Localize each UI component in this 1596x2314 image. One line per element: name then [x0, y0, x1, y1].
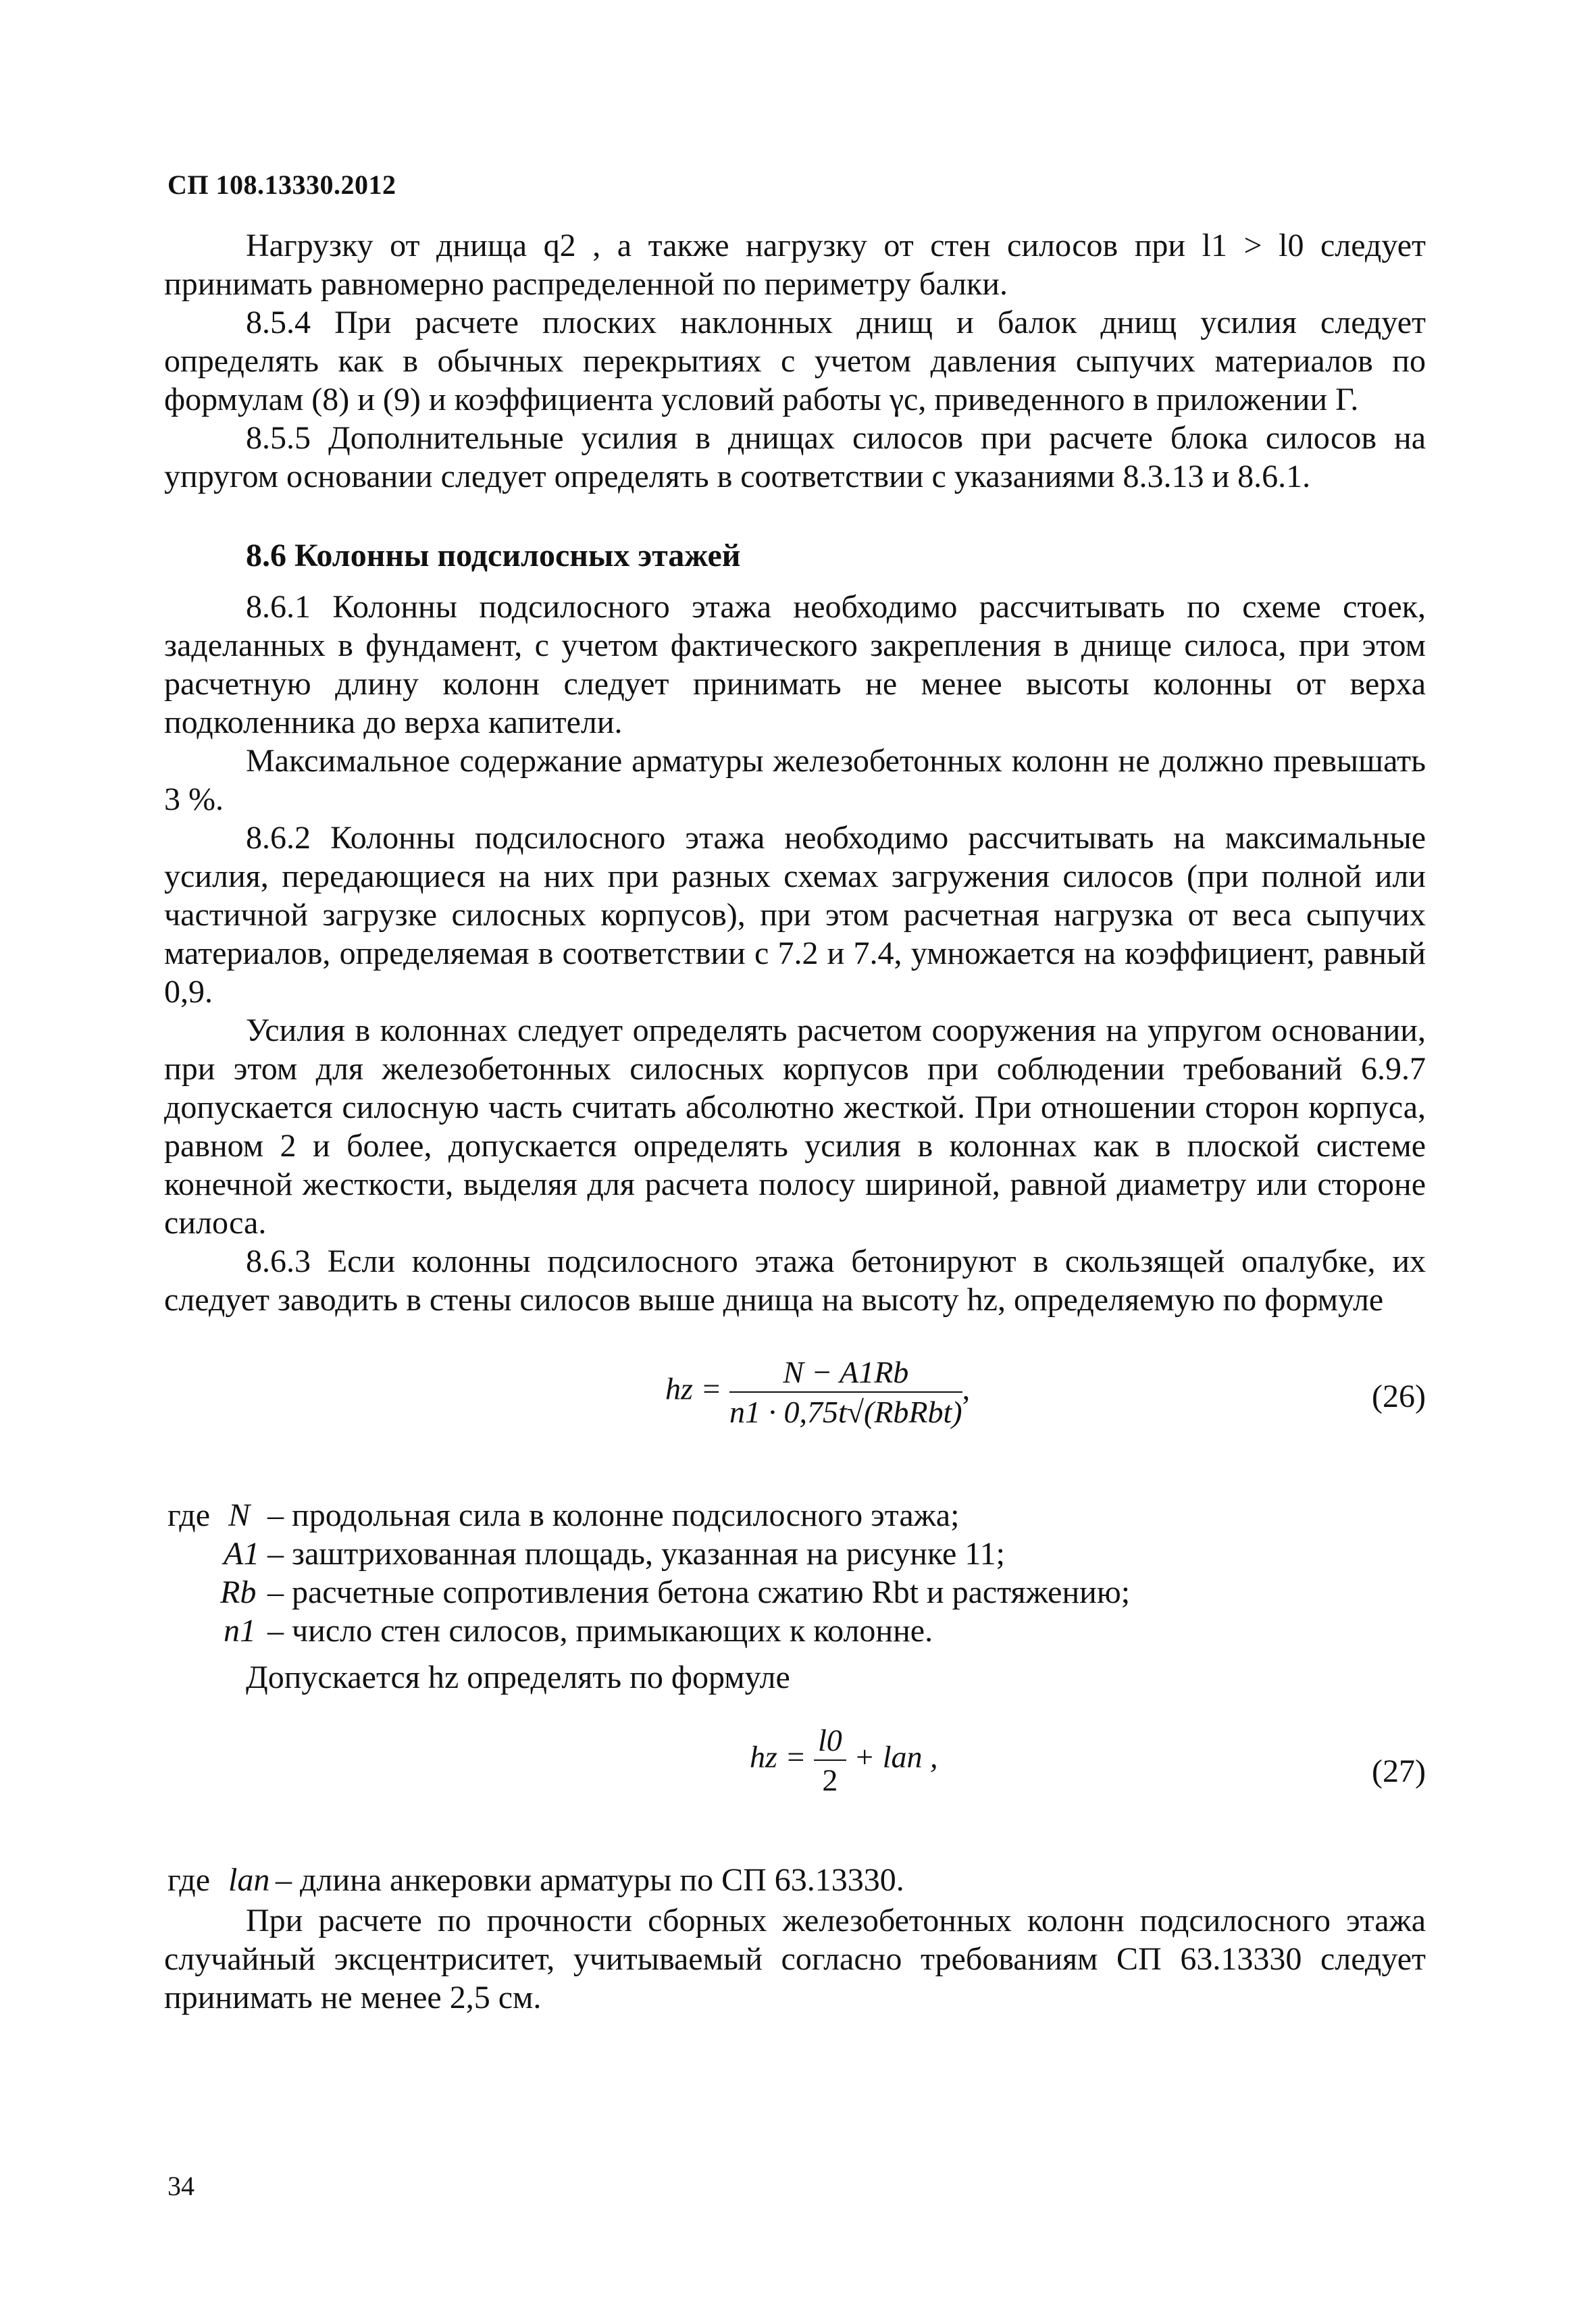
- formula-27-fraction: [814, 1722, 846, 1798]
- paragraph-allow-hz: Допускается hz определять по формуле: [246, 1660, 790, 1695]
- where-symbol: N: [228, 1497, 251, 1533]
- where-symbol: n1: [224, 1613, 256, 1649]
- text-block-final: [164, 1901, 1426, 2017]
- where-row-lan: [168, 1861, 904, 1899]
- where-text: – расчетные сопротивления бетона сжатию Rbt и растяжению;: [267, 1574, 1131, 1610]
- formula-27-denominator: 2: [822, 1763, 838, 1797]
- paragraph-8-5-5: 8.5.5 Дополнительные усилия в днищах силосов при расчете блока силосов на упругом основании следует определять в соответствии с указаниями 8.3.13 и 8.6.1.: [164, 420, 1426, 494]
- formula-27-numerator: l0: [814, 1722, 846, 1761]
- where-symbol: Rb: [220, 1574, 257, 1610]
- formula-26: [665, 1354, 970, 1430]
- paragraph-eccentricity: При расчете по прочности сборных железобетонных колонн подсилосного этажа случайный эксцентриситет, учитываемый согласно требованиям СП 63.13330 следует принимать не менее 2,5 см.: [164, 1903, 1426, 2015]
- paragraph-8-6-1: 8.6.1 Колонны подсилосного этажа необходимо рассчитывать по схеме стоек, заделанных в фундамент, с учетом фактического закрепления в днище силоса, при этом расчетную длину колонн следует принимать не менее высоты колонны от верха подколенника до верха капители.: [164, 589, 1426, 740]
- paragraph-bottom-load: Нагрузку от днища q2 , а также нагрузку от стен силосов при l1 > l0 следует принимать равномерно распределенной по периметру балки.: [164, 228, 1426, 302]
- where-text: – продольная сила в колонне подсилосного этажа;: [267, 1497, 960, 1533]
- where-text: – число стен силосов, примыкающих к колонне.: [267, 1613, 933, 1649]
- text-block-allow: [164, 1658, 1426, 1697]
- paragraph-8-6-2: 8.6.2 Колонны подсилосного этажа необходимо рассчитывать на максимальные усилия, передающиеся на них при разных схемах загружения силосов (при полной или частичной загрузке силосных корпусов), при этом расчетная нагрузка от веса сыпучих материалов, определяемая в соответствии с 7.2 и 7.4, умножается на коэффициент, равный 0,9.: [164, 820, 1426, 1010]
- formula-26-lhs: hz =: [665, 1371, 722, 1406]
- formula-26-comma: ,: [962, 1371, 971, 1406]
- paragraph-reinforcement: Максимальное содержание арматуры железобетонных колонн не должно превышать 3 %.: [164, 743, 1426, 817]
- where-symbol: lan: [228, 1862, 270, 1898]
- document-code-header: СП 108.13330.2012: [168, 170, 396, 200]
- equation-number-26: (26): [1372, 1379, 1426, 1414]
- formula-27-tail: + lan ,: [854, 1739, 938, 1774]
- where-prefix: где: [168, 1862, 211, 1898]
- formula-26-denominator: n1 · 0,75t√(RbRbt): [729, 1395, 962, 1429]
- text-block-top: [164, 226, 1426, 496]
- text-block-main: [164, 588, 1426, 1319]
- where-list-26: [168, 1496, 1424, 1658]
- where-symbol: A1: [224, 1536, 260, 1572]
- formula-27-lhs: hz =: [750, 1739, 806, 1774]
- formula-27: [750, 1722, 938, 1798]
- where-row-N: [168, 1496, 960, 1535]
- formula-26-fraction: [729, 1354, 962, 1430]
- where-text: – длина анкеровки арматуры по СП 63.13330.: [276, 1862, 904, 1898]
- page-number: 34: [168, 2171, 195, 2201]
- where-list-27: [168, 1861, 1424, 1901]
- paragraph-column-forces: Усилия в колоннах следует определять расчетом сооружения на упругом основании, при этом для железобетонных силосных корпусов при соблюдении требований 6.9.7 допускается силосную часть считать абсолютно жесткой. При отношении сторон корпуса, равном 2 и более, допускается определять усилия в колоннах как в плоской системе конечной жесткости, выделяя для расчета полосу шириной, равной диаметру или стороне силоса.: [164, 1012, 1426, 1241]
- section-title: 8.6 Колонны подсилосных этажей: [246, 538, 741, 573]
- where-prefix: где: [168, 1497, 211, 1533]
- paragraph-8-5-4: 8.5.4 При расчете плоских наклонных днищ и балок днищ усилия следует определять как в обычных перекрытиях с учетом давления сыпучих материалов по формулам (8) и (9) и коэффициента условий работы γс, приведенного в приложении Г.: [164, 305, 1426, 417]
- formula-26-numerator: N − A1Rb: [729, 1354, 962, 1393]
- equation-number-27: (27): [1372, 1753, 1426, 1789]
- where-text: – заштрихованная площадь, указанная на рисунке 11;: [267, 1536, 1005, 1572]
- paragraph-8-6-3: 8.6.3 Если колонны подсилосного этажа бетонируют в скользящей опалубке, их следует заводить в стены силосов выше днища на высоту hz, определяемую по формуле: [164, 1243, 1426, 1318]
